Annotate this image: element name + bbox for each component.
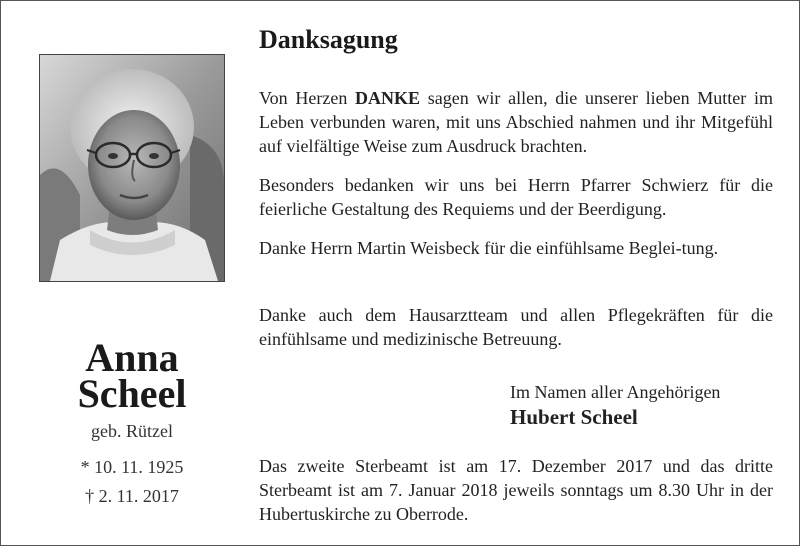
death-date: † 2. 11. 2017 (85, 486, 179, 506)
page-title: Danksagung (259, 25, 398, 54)
deceased-birth-name: geb. Rützel (91, 421, 173, 441)
signature-intro: Im Namen aller Angehörigen (510, 382, 721, 402)
portrait-image (40, 55, 224, 281)
paragraph-thanks-end: sagen wir allen, die unserer lieben Mutter im Leben verbunden waren, mit uns Abschied nahmen und ihr Mitgefühl auf vielfältige Weise zum Ausdruck brachten. (259, 88, 773, 156)
paragraph-priest: Besonders bedanken wir uns bei Herrn Pfarrer Schwierz für die feierliche Gestaltung des Requiems und der Beerdigung. (259, 175, 773, 219)
paragraph-weisbeck: Danke Herrn Martin Weisbeck für die einfühlsame Beglei-tung. (259, 238, 719, 258)
paragraph-thanks-bold: DANKE (355, 88, 421, 108)
signature-name: Hubert Scheel (510, 405, 638, 429)
paragraph-requiem-dates: Das zweite Sterbeamt ist am 17. Dezember 2017 und das dritte Sterbeamt ist am 7. Januar 2018 jeweils sonntags um 8.30 Uhr in der Hubertuskirche zu Oberrode. (259, 456, 773, 524)
paragraph-care: Danke auch dem Hausarztteam und allen Pflegekräften für die einfühlsame und medizinische Betreuung. (259, 305, 773, 349)
birth-date: * 10. 11. 1925 (80, 457, 184, 477)
deceased-last-name: Scheel (77, 371, 187, 416)
deceased-first-name: Anna (85, 335, 179, 380)
paragraph-thanks-start: Von Herzen (259, 88, 356, 108)
portrait-photo (39, 54, 225, 282)
paragraph-thanks (259, 86, 773, 158)
